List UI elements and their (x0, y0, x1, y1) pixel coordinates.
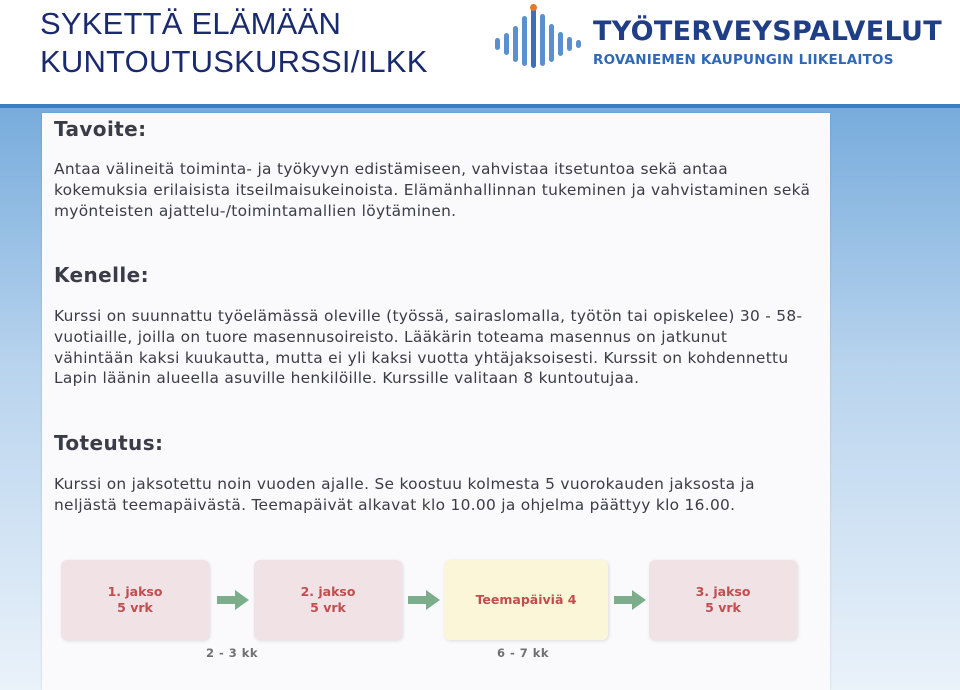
section-body-toteutus: Kurssi on jaksotettu noin vuoden ajalle. Se koostuu kolmesta 5 vuorokauden jaksosta ja neljästä teemapäivästä. Teemapäivät alkavat klo 10.00 ja ohjelma päättyy klo 16.00. (54, 475, 755, 514)
section-body-kenelle: Kurssi on suunnattu työelämässä oleville (työssä, sairaslomalla, työtön tai opiskelee) 30 - 58-vuotiaille, joilla on tuore masennusoireisto. Lääkärin toteama masennus on jatkunut vähintään kaksi kuukautta, mutta ei yli kaksi vuotta yhtäjaksoisesti. Kurssit on kohdennettu Lapin läänin alueella asuville henkilöille. Kurssille valitaan 8 kuntoutujaa. (54, 307, 803, 388)
timeline-step-teemapaivat (444, 560, 608, 640)
timeline-step-label: Teemapäiviä 4 (475, 592, 577, 607)
logo-name: TYÖTERVEYSPALVELUT (593, 16, 942, 47)
timeline-duration-label: 6 - 7 kk (497, 646, 550, 660)
section-body-tavoite: Antaa välineitä toiminta- ja työkyvyn edistämiseen, vahvistaa itsetuntoa sekä antaa kokemuksia erilaisista itseilmaisukeinoista. Elämänhallinnan tukeminen ja vahvistaminen sekä myönteisten ajattelu-/toimintamallien löytäminen. (54, 160, 811, 220)
timeline-step-jakso-1 (61, 560, 209, 640)
arrow-right-icon (408, 590, 440, 610)
section-heading-toteutus: Toteutus: (54, 431, 164, 455)
arrow-right-icon (614, 590, 646, 610)
timeline-step-jakso-2 (254, 560, 402, 640)
page-header (0, 0, 960, 106)
logo-subtitle: ROVANIEMEN KAUPUNGIN LIIKELAITOS (593, 52, 894, 68)
page-title-line-2: KUNTOUTUSKURSSI/ILKK (40, 44, 428, 79)
timeline-step-label: 2. jakso 5 vrk (300, 584, 356, 615)
section-heading-tavoite: Tavoite: (54, 117, 147, 141)
arrow-right-icon (217, 590, 249, 610)
timeline-step-label: 1. jakso 5 vrk (107, 584, 163, 615)
section-heading-kenelle: Kenelle: (54, 263, 149, 287)
soundwave-logo-icon (493, 4, 585, 76)
timeline-step-jakso-3 (649, 560, 797, 640)
scanned-document (42, 113, 830, 690)
timeline-step-label: 3. jakso 5 vrk (695, 584, 751, 615)
logo (493, 4, 942, 76)
page-title-line-1: SYKETTÄ ELÄMÄÄN (40, 6, 342, 41)
timeline-duration-label: 2 - 3 kk (206, 646, 259, 660)
